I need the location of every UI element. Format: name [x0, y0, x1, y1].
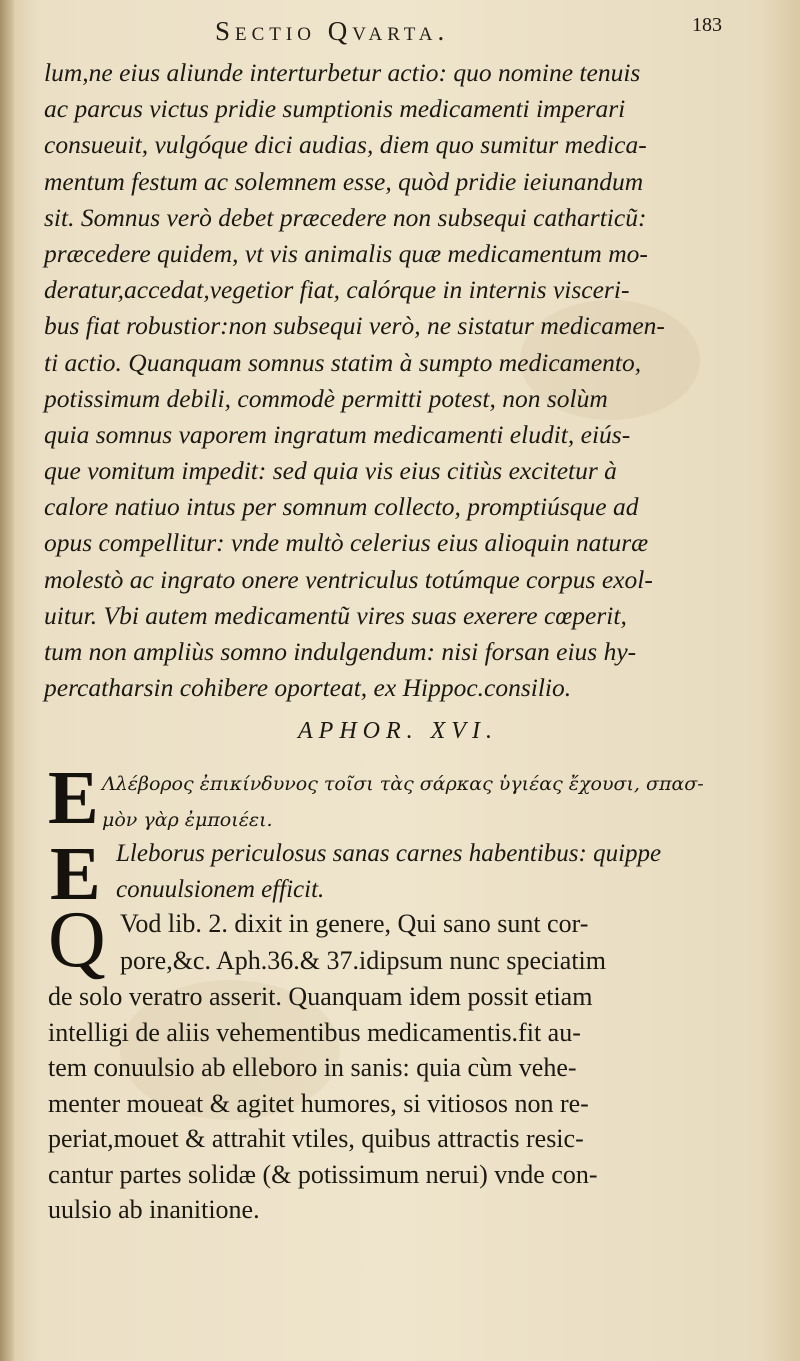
- text-line: bus fiat robustior:non subsequi verò, ne sistatur medicamen-: [44, 311, 665, 341]
- text-line: lum,ne eius aliunde interturbetur actio: quo nomine tenuis: [44, 58, 641, 87]
- text-line: molestò ac ingrato onere ventriculus totúmque corpus exol-: [44, 564, 653, 594]
- italic-paragraph: [44, 55, 764, 706]
- commentary-line: intelligi de aliis vehementibus medicamentis.fit au-: [48, 1017, 581, 1047]
- text-line: que vomitum impedit: sed quia vis eius citiùs excitetur à: [44, 456, 617, 486]
- text-line: ac parcus victus pridie sumptionis medicamenti imperari: [44, 94, 626, 124]
- text-line: tum non ampliùs somno indulgendum: nisi forsan eius hy-: [44, 637, 637, 666]
- page-gutter-shadow: [0, 0, 14, 1361]
- text-line: opus compellitur: vnde multò celerius eius alioquin naturæ: [44, 528, 649, 558]
- latin-aphorism-line: Lleborus periculosus sanas carnes habentibus: quippe: [116, 840, 662, 867]
- commentary-line: cantur partes solidæ (& potissimum nerui) vnde con-: [48, 1159, 598, 1189]
- latin-dropcap: E: [50, 832, 101, 916]
- greek-aphorism: [48, 756, 768, 840]
- text-line: quia somnus vaporem ingratum medicamenti eludit, eiús-: [44, 419, 631, 449]
- page-number: 183: [692, 14, 722, 36]
- running-head: [0, 14, 800, 54]
- text-line: potissimum debili, commodè permitti potest, non solùm: [44, 383, 608, 413]
- text-line: præcedere quidem, vt vis animalis quæ medicamentum mo-: [44, 238, 648, 268]
- commentary-line: de solo veratro asserit. Quanquam idem possit etiam: [48, 982, 593, 1011]
- commentary-line: tem conuulsio ab elleboro in sanis: quia cùm vehe-: [48, 1053, 577, 1082]
- latin-aphorism: [48, 832, 768, 916]
- text-line: ti actio. Quanquam somnus statim à sumpto medicamento,: [44, 347, 642, 377]
- text-line: uitur. Vbi autem medicamentũ vires suas exerere cœperit,: [44, 600, 627, 630]
- text-line: percatharsin cohibere oporteat, ex Hippoc.consilio.: [44, 673, 572, 703]
- running-title: Sectio Qvarta.: [215, 16, 450, 46]
- aphorism-heading: APHOR. XVI.: [298, 718, 498, 744]
- text-line: deratur,accedat,vegetior fiat, calórque in internis visceri-: [44, 275, 630, 305]
- latin-aphorism-line: conuulsionem efficit.: [116, 876, 325, 903]
- text-line: sit. Somnus verò debet præcedere non subsequi catharticũ:: [44, 202, 647, 232]
- text-line: consueuit, vulgóque dici audias, diem quo sumitur medica-: [44, 130, 647, 160]
- commentary-line: Vod lib. 2. dixit in genere, Qui sano sunt cor-: [120, 909, 589, 938]
- greek-line: Λλέβορος ἐπικίνδυνος τοῖσι τὰς σάρκας ὑγιέας ἔχουσι, σπασ-: [102, 773, 704, 795]
- commentary-dropcap: Q: [48, 896, 106, 984]
- commentary-line: pore,&c. Aph.36.& 37.idipsum nunc speciatim: [120, 945, 606, 975]
- commentary-line: uulsio ab inanitione.: [48, 1195, 260, 1224]
- commentary-line: periat,mouet & attrahit vtiles, quibus attractis resic-: [48, 1124, 584, 1153]
- commentary-line: menter moueat & agitet humores, si vitiosos non re-: [48, 1088, 589, 1118]
- text-line: mentum festum ac solemnem esse, quòd pridie ieiunandum: [44, 166, 644, 196]
- greek-dropcap: E: [48, 756, 99, 840]
- text-line: calore natiuo intus per somnum collecto, promptiúsque ad: [44, 492, 639, 522]
- greek-line: μὸν γὰρ ἐμποιέει.: [102, 809, 273, 831]
